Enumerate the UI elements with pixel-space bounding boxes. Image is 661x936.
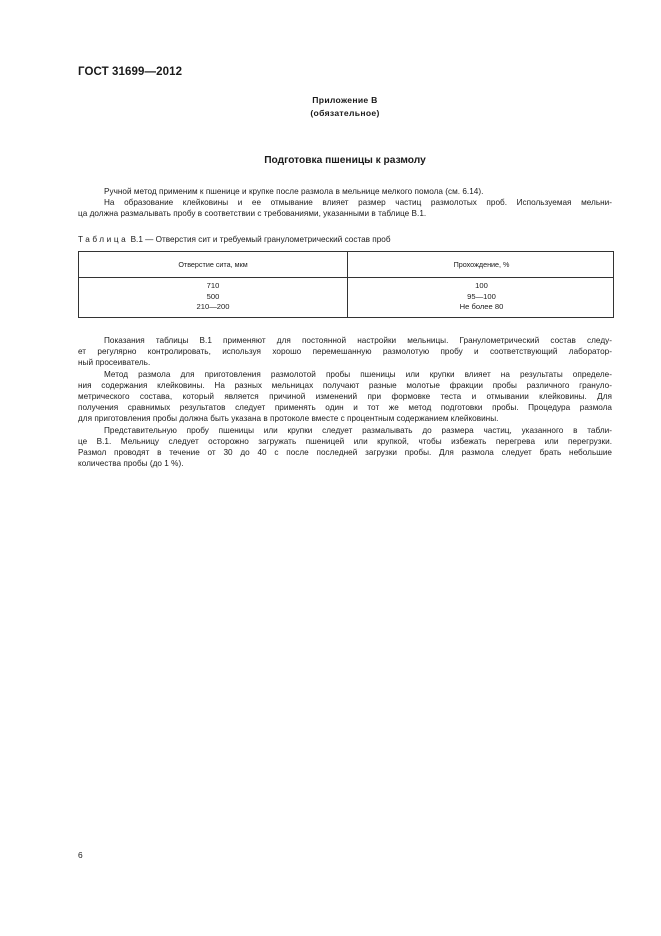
table-caption xyxy=(78,235,391,244)
body-line: ния содержания клейковины. На разных мельницах получают разные молотые фракции пробы различного грануло- xyxy=(78,381,612,390)
table-header-passing: Прохождение, % xyxy=(453,260,510,269)
body-line: количества пробы (до 1 %). xyxy=(78,459,184,468)
intro-line: Ручной метод применим к пшенице и крупке после размола в мельнице мелкого помола (см. 6.14). xyxy=(104,187,484,196)
table-caption-text: В.1 — Отверстия сит и требуемый гранулометрический состав проб xyxy=(128,235,391,244)
body-line: метрического состава, который является причиной изменений при формовке теста и отмывании клейковины. Для xyxy=(78,392,612,401)
appendix-status: (обязательное) xyxy=(310,108,380,118)
table-cell: 95—100 xyxy=(467,291,496,301)
body-line: це В.1. Мельницу следует осторожно загружать пшеницей или крупкой, чтобы избежать перегрева или перегрузки. xyxy=(78,437,612,446)
body-line: получения сравнимых результатов следует применять один и тот же метод подготовки пробы. Процедура размола xyxy=(78,403,612,412)
section-title: Подготовка пшеницы к размолу xyxy=(264,155,426,166)
table-header-sieve-opening: Отверстие сита, мкм xyxy=(178,260,248,269)
table-header-divider xyxy=(79,277,613,278)
table-cell: 500 xyxy=(206,291,220,301)
table-cell: 210—200 xyxy=(196,302,230,312)
body-line: Размол проводят в течение от 30 до 40 с после последней загрузки пробы. Для размола следует брать небольшие xyxy=(78,448,612,457)
body-line: Показания таблицы В.1 применяют для постоянной настройки мельницы. Гранулометрический состав следу- xyxy=(104,336,612,345)
sieve-table xyxy=(78,251,614,318)
table-column-passing-values xyxy=(348,281,615,313)
intro-line: ца должна размалывать пробу в соответствии с требованиями, указанными в таблице В.1. xyxy=(78,209,427,218)
body-line: Метод размола для приготовления размолотой пробы пшеницы или крупки влияет на результаты определе- xyxy=(104,370,612,379)
table-cell: 100 xyxy=(475,281,488,290)
body-line: для приготовления пробы должна быть указана в протоколе вместе с процентным содержанием клейковины. xyxy=(78,414,499,423)
body-line: ный просеиватель. xyxy=(78,358,151,367)
document-code: ГОСТ 31699—2012 xyxy=(78,66,183,78)
table-column-sieve-values xyxy=(79,281,347,313)
body-line: Представительную пробу пшеницы или крупки следует размалывать до размера частиц, указанного в табли- xyxy=(104,426,612,435)
table-caption-label: Таблица xyxy=(78,235,129,244)
intro-line: На образование клейковины и ее отмывание влияет размер частиц размолотых проб. Используемая мельни- xyxy=(104,198,612,207)
page-number: 6 xyxy=(78,850,83,860)
table-cell: 710 xyxy=(206,281,220,290)
table-cell: Не более 80 xyxy=(459,302,504,312)
appendix-title: Приложение В xyxy=(312,95,378,105)
body-line: ет регулярно контролировать, используя хорошо перемешанную размолотую пробу и соответствующий лаборатор- xyxy=(78,347,612,356)
